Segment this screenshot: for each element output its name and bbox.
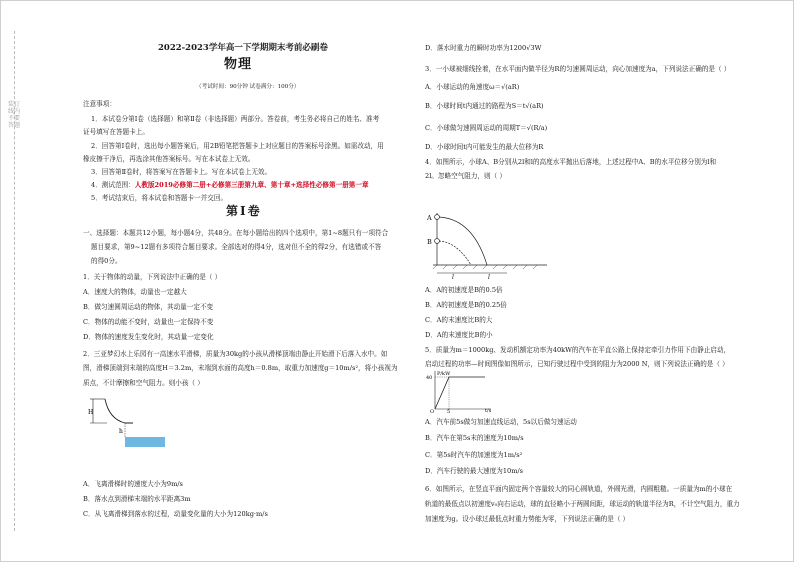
q2-option-b: B．落水点到滑梯末端的水平距离3m (83, 495, 191, 503)
q4-projectile-figure (427, 209, 557, 281)
choice-intro-1: 一、选择题：本题共12小题，每小题4分，共48分。在每小题给出的四个选项中，第1~8题只有一项符合 (83, 229, 389, 237)
q2-line-2: 图，滑梯顶端到末端的高度H＝3.2m，末端到水面的高度h＝0.8m，取重力加速度g＝10m/s²，将小孩视为 (83, 364, 398, 372)
q6-line-2: 轨道的最低点以初速度v₀向右运动，球的直径略小于两圆间距，球运动的轨道半径为R，不计空气阻力，重力 (425, 500, 740, 508)
q2-option-a: A．飞离滑梯时的速度大小为9m/s (83, 480, 183, 488)
q6-line-1: 6．如图所示，在竖直平面内固定两个容量较大的同心圆轨道，外圆光滑，内圆粗糙。一质量为m的小球在 (425, 485, 733, 493)
q1-stem: 1．关于物体的动量，下列说法中正确的是（ ） (83, 273, 222, 281)
q5-axis-x: t/s (485, 408, 492, 413)
choice-intro-3: 的得0分。 (91, 257, 122, 265)
q5-tick-5: 5 (447, 409, 451, 413)
note-1b: 证号填写在答题卡上。 (83, 128, 149, 136)
q4-label-l1: l (452, 274, 454, 281)
q3-stem: 3．一小球被细线拴着，在水平面内做半径为R的匀速圆周运动，向心加速度为a，下列说法正确的是（ ） (425, 65, 731, 73)
q2-label-h: h (119, 428, 123, 435)
q2-option-d: D．落水时重力的瞬时功率为1200√3W (425, 44, 542, 52)
notes-heading: 注意事项： (83, 100, 116, 108)
section-title: 第Ⅰ卷 (226, 204, 262, 218)
note-2b: 橡皮擦干净后，再选涂其他答案标号。写在本试卷上无效。 (83, 155, 255, 163)
q2-label-H: H (88, 409, 94, 416)
q2-line-1: 2．三亚梦幻水上乐园有一高速水平滑梯，质量为30kg的小孩从滑梯顶端由静止开始滑下后落入水中。如 (83, 350, 388, 358)
q4-line-1: 4．如图所示，小球A、B分别从2l和l的高度水平抛出后落地，上述过程中A、B的水平位移分别为l和 (425, 158, 717, 166)
q2-line-3: 质点，不计摩擦和空气阻力。则小孩（ ） (83, 379, 204, 387)
q1-option-d: D．物体的速度发生变化时，其动量一定变化 (83, 333, 214, 341)
q5-line-2: 启动过程的功率—时间图像如图所示，已知行驶过程中受到的阻力为2000 N，则下列说法正确的是（ ） (425, 360, 729, 368)
note-4-prefix: 4．测试范围： (91, 181, 135, 189)
q4-option-a: A．A的初速度是B的0.5倍 (425, 286, 503, 294)
note-4-scope: 人教版2019必修第二册+必修第三册第九章、第十章+选择性必修第一册第一章 (134, 181, 369, 189)
q5-origin: O (430, 409, 435, 413)
q5-option-c: C．第5s时汽车的加速度为1m/s² (425, 451, 523, 459)
note-5: 5．考试结束后，将本试卷和答题卡一并交回。 (91, 194, 228, 202)
exam-info: （考试时间：90分钟 试卷满分：100分） (196, 84, 300, 90)
note-4 (91, 181, 369, 189)
q4-line-2: 2l。忽略空气阻力，则（ ） (425, 172, 506, 180)
subject-title: 物理 (224, 57, 253, 72)
q3-option-a: A．小球运动的角速度ω＝√(aR) (425, 83, 520, 91)
q4-label-a: A (427, 214, 432, 222)
q5-option-a: A．汽车前5s做匀加速直线运动，5s以后做匀速运动 (425, 418, 577, 426)
q5-power-graph (425, 369, 495, 413)
q3-option-d: D．小球时间t内可能发生的最大位移为R (425, 143, 544, 151)
note-2a: 2．回答第Ⅰ卷时，选出每小题答案后，用2B铅笔把答题卡上对应题目的答案标号涂黑。如需改动，用 (91, 142, 384, 150)
q5-tick-40: 40 (426, 375, 433, 381)
q4-label-l2: l (488, 274, 490, 281)
note-3: 3．回答第Ⅱ卷时，将答案写在答题卡上。写在本试卷上无效。 (91, 168, 272, 176)
q1-option-c: C．物体的动能不变时，动量也一定保持不变 (83, 318, 214, 326)
q5-option-d: D．汽车行驶的最大速度为10m/s (425, 467, 524, 475)
q1-option-b: B．做匀速圆周运动的物体，其动量一定不变 (83, 303, 214, 311)
q4-label-b: B (427, 238, 432, 246)
binding-margin (7, 31, 21, 531)
q5-axis-y: P/kW (437, 371, 451, 377)
q5-option-b: B．汽车在第5s末的速度为10m/s (425, 434, 524, 442)
q5-line-1: 5．质量为m＝1000kg、发动机额定功率为40kW的汽车在平直公路上保持定牵引力作用下由静止启动， (425, 346, 731, 354)
note-1a: 1．本试卷分第Ⅰ卷（选择题）和第Ⅱ卷（非选择题）两部分。答卷前，考生务必将自己的姓名、准考 (91, 115, 380, 123)
q4-option-b: B．A的初速度是B的0.25倍 (425, 301, 507, 309)
binding-text: 装订线内不要答题 (7, 101, 20, 129)
exam-title: 2022-2023学年高一下学期期末考前必刷卷 (158, 43, 328, 53)
q2-slide-figure (85, 393, 167, 449)
q3-option-c: C．小球做匀速圆周运动的周期T＝√(R/a) (425, 124, 548, 132)
q4-option-c: C．A的末速度比B的大 (425, 316, 493, 324)
choice-intro-2: 题目要求，第9~12题有多项符合题目要求。全部选对的得4分，选对但不全的得2分，有选错或不答 (91, 243, 382, 251)
q3-option-b: B．小球时间t内通过的路程为S＝t√(aR) (425, 102, 544, 110)
q1-option-a: A．速度大的物体，动量也一定越大 (83, 288, 187, 296)
q2-option-c: C．从飞离滑梯到落水的过程，动量变化量的大小为120kg·m/s (83, 510, 268, 518)
q4-option-d: D．A的末速度比B的小 (425, 331, 493, 339)
q6-line-3: 加速度为g。设小球过最低点时重力势能为零，下列说法正确的是（ ） (425, 515, 630, 523)
